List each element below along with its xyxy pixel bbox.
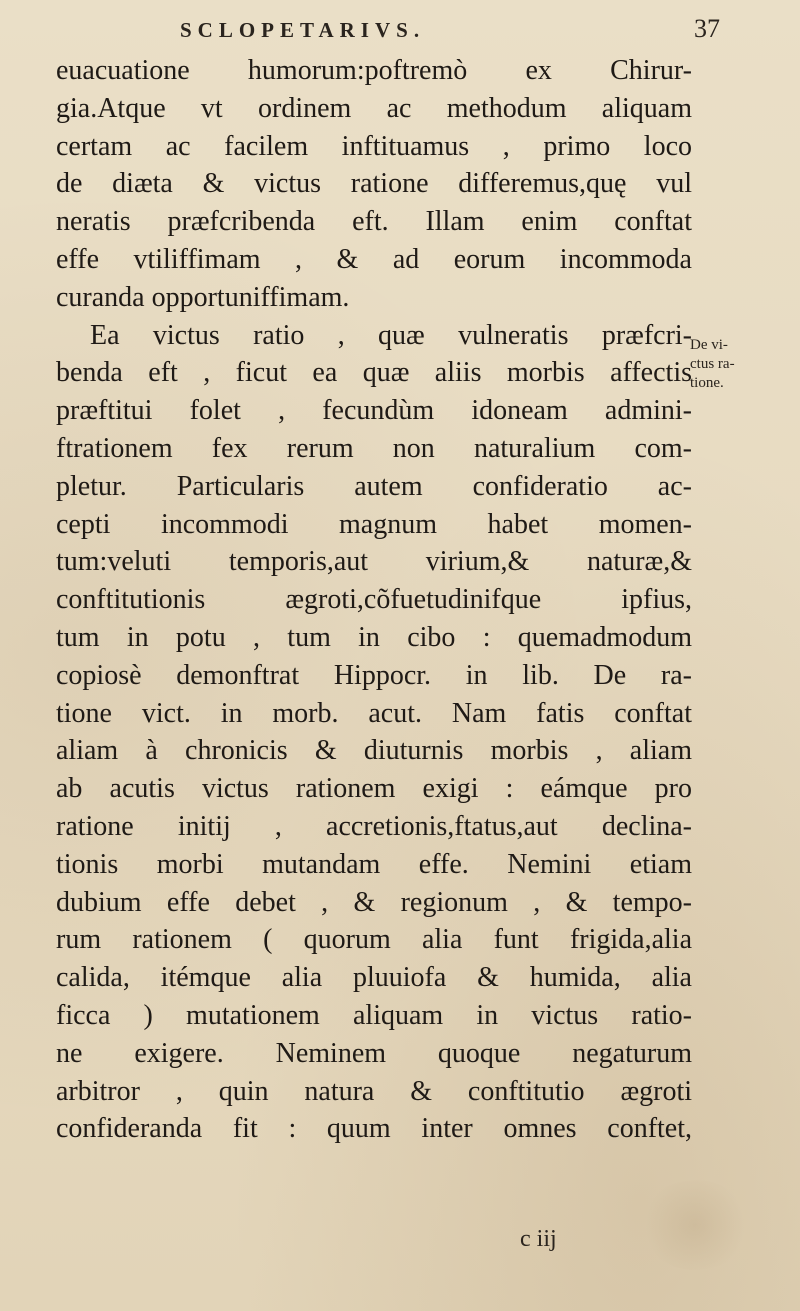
text-line: ne exigere. Neminem quoque negaturum xyxy=(56,1037,692,1069)
margin-note-line: ctus ra- xyxy=(690,356,735,372)
text-line: confideranda fit : quum inter omnes conftet, xyxy=(56,1113,692,1145)
text-line: rum rationem ( quorum alia funt frigida,alia xyxy=(56,924,692,956)
text-line: cepti incommodi magnum habet momen- xyxy=(56,508,692,540)
body-text xyxy=(56,52,692,1148)
text-line: præftitui folet , fecundùm idoneam admini- xyxy=(56,395,692,427)
text-line: tum in potu , tum in cibo : quemadmodum xyxy=(56,621,692,653)
margin-note-line: tione. xyxy=(690,375,724,391)
text-line: pletur. Particularis autem confideratio ac- xyxy=(56,470,692,502)
text-line: gia.Atque vt ordinem ac methodum aliquam xyxy=(56,92,692,124)
text-line: benda eft , ficut ea quæ aliis morbis affectis xyxy=(56,357,692,389)
text-line: tionis morbi mutandam effe. Nemini etiam xyxy=(56,848,692,880)
text-line: ficca ) mutationem aliquam in victus ratio- xyxy=(56,999,692,1031)
text-line: tum:veluti temporis,aut virium,& naturæ,& xyxy=(56,546,692,578)
text-line: Ea victus ratio , quæ vulneratis præfcri- xyxy=(90,319,692,351)
text-line: conftitutionis ægroti,cõfuetudinifque ipfius, xyxy=(56,584,692,616)
text-line: ab acutis victus rationem exigi : eámque pro xyxy=(56,773,692,805)
text-line: dubium effe debet , & regionum , & tempo- xyxy=(56,886,692,918)
running-head: SCLOPETARIVS. xyxy=(180,18,426,42)
text-line: euacuatione humorum:poftremò ex Chirur- xyxy=(56,55,692,86)
paper-stain xyxy=(640,1180,750,1270)
text-line: tione vict. in morb. acut. Nam fatis conftat xyxy=(56,697,692,729)
margin-note-line: De vi- xyxy=(690,337,728,353)
margin-note xyxy=(690,336,790,393)
text-line: neratis præfcribenda eft. Illam enim conftat xyxy=(56,206,692,238)
text-line: aliam à chronicis & diuturnis morbis , aliam xyxy=(56,735,692,767)
text-line: curanda opportuniffimam. xyxy=(56,281,350,313)
text-line: arbitror , quin natura & conftitutio ægroti xyxy=(56,1075,692,1107)
text-line: effe vtiliffimam , & ad eorum incommoda xyxy=(56,243,692,275)
text-line: de diæta & victus ratione differemus,quę vul xyxy=(56,168,692,200)
page-number: 37 xyxy=(694,14,720,43)
text-line: calida, itémque alia pluuiofa & humida, alia xyxy=(56,962,692,994)
text-line: ratione initij , accretionis,ftatus,aut declina- xyxy=(56,810,692,842)
text-line: ftrationem fex rerum non naturalium com- xyxy=(56,432,692,464)
text-line: copiosè demonftrat Hippocr. in lib. De ra- xyxy=(56,659,692,691)
text-line: certam ac facilem inftituamus , primo loco xyxy=(56,130,692,162)
page-header xyxy=(60,14,720,46)
signature-mark: c iij xyxy=(520,1226,557,1252)
